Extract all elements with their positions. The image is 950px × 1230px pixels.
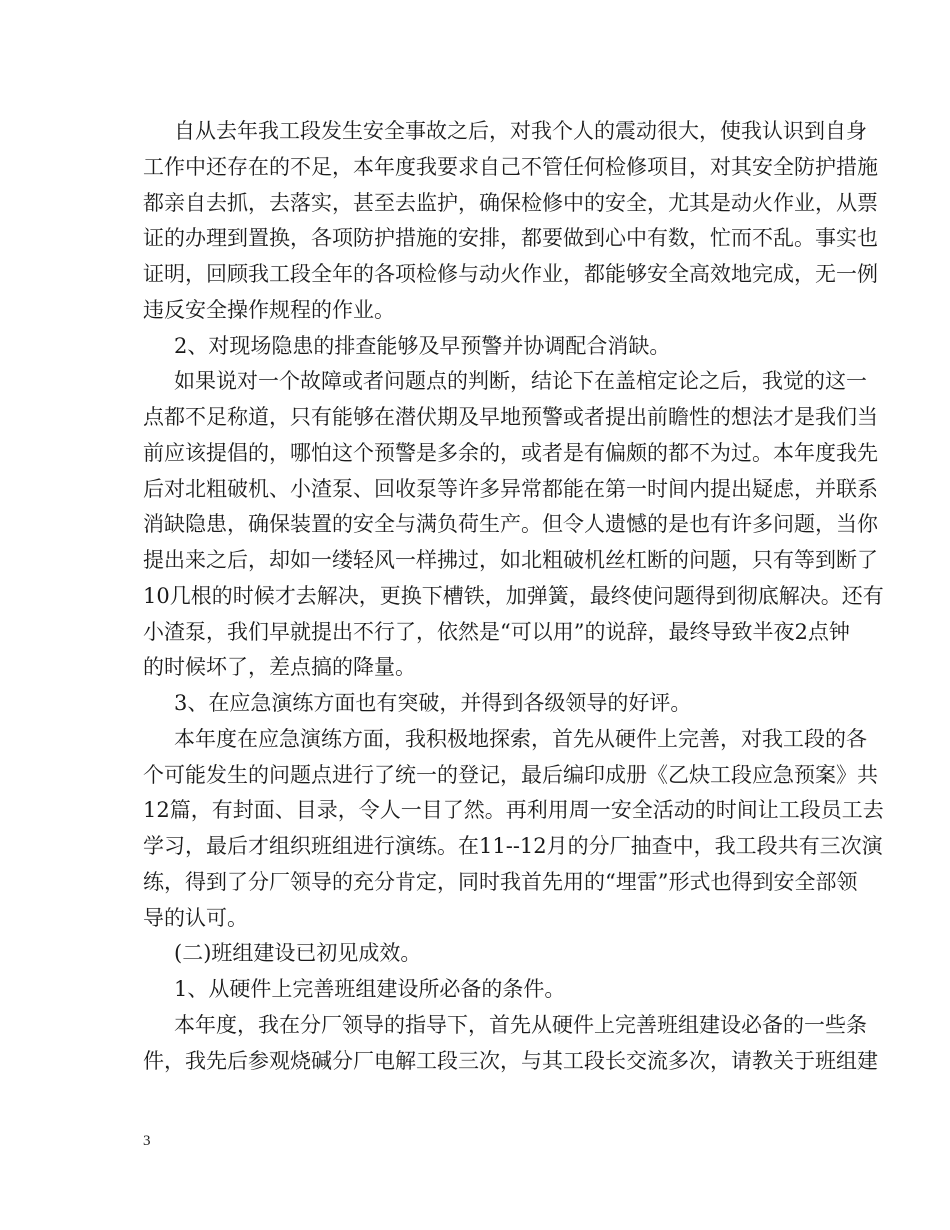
text-line: 违反安全操作规程的作业。 <box>143 297 395 322</box>
text-line: 10几根的时候才去解决，更换下槽铁，加弹簧，最终使问题得到彻底解决。还有 <box>143 583 884 608</box>
text-line: 如果说对一个故障或者问题点的判断，结论下在盖棺定论之后，我觉的这一 <box>174 369 867 394</box>
text-line: (二)班组建设已初见成效。 <box>174 941 422 966</box>
text-line: 12篇，有封面、目录，令人一目了然。再利用周一安全活动的时间让工段员工去 <box>143 798 884 823</box>
paragraph <box>143 364 884 686</box>
text-line: 消缺隐患，确保装置的安全与满负荷生产。但令人遗憾的是也有许多问题，当你 <box>143 512 878 537</box>
text-line: 工作中还存在的不足，本年度我要求自己不管任何检修项目，对其安全防护措施 <box>143 154 878 179</box>
page-number: 3 <box>143 1133 151 1149</box>
text-line: 3、在应急演练方面也有突破，并得到各级领导的好评。 <box>174 691 692 715</box>
text-line: 件，我先后参观烧碱分厂电解工段三次，与其工段长交流多次，请教关于班组建 <box>143 1048 878 1073</box>
text-line: 提出来之后，却如一缕轻风一样拂过，如北粗破机丝杠断的问题，只有等到断了 <box>143 548 878 572</box>
document-body <box>143 114 884 1079</box>
text-line: 个可能发生的问题点进行了统一的登记，最后编印成册《乙炔工段应急预案》共 <box>143 762 878 787</box>
text-line: 点都不足称道，只有能够在潜伏期及早地预警或者提出前瞻性的想法才是我们当 <box>143 405 878 429</box>
text-line: 小渣泵，我们早就提出不行了，依然是“可以用”的说辞，最终导致半夜2点钟 <box>143 619 850 644</box>
text-line: 本年度在应急演练方面，我积极地探索，首先从硬件上完善，对我工段的各 <box>174 726 867 751</box>
text-line: 前应该提倡的，哪怕这个预警是多余的，或者是有偏颇的都不为过。本年度我先 <box>143 440 878 465</box>
text-line: 练，得到了分厂领导的充分肯定，同时我首先用的“埋雷”形式也得到安全部领 <box>143 869 858 894</box>
paragraph <box>143 936 808 972</box>
paragraph <box>143 686 808 722</box>
text-line: 导的认可。 <box>143 905 248 930</box>
paragraph <box>143 972 808 1008</box>
text-line: 本年度，我在分厂领导的指导下，首先从硬件上完善班组建设必备的一些条 <box>174 1012 867 1037</box>
text-line: 的时候坏了，差点搞的降量。 <box>143 655 416 680</box>
text-line: 学习，最后才组织班组进行演练。在11--12月的分厂抽查中，我工段共有三次演 <box>143 834 883 858</box>
text-line: 后对北粗破机、小渣泵、回收泵等许多异常都能在第一时间内提出疑虑，并联系 <box>143 476 878 501</box>
paragraph <box>143 114 878 329</box>
text-line: 证的办理到置换，各项防护措施的安排，都要做到心中有数，忙而不乱。事实也 <box>143 226 878 251</box>
text-line: 2、对现场隐患的排查能够及早预警并协调配合消缺。 <box>174 333 671 358</box>
paragraph <box>143 722 884 937</box>
paragraph <box>143 1008 878 1080</box>
paragraph <box>143 329 808 365</box>
text-line: 自从去年我工段发生安全事故之后，对我个人的震动很大，使我认识到自身 <box>174 119 867 143</box>
text-line: 证明，回顾我工段全年的各项检修与动火作业，都能够安全高效地完成，无一例 <box>143 262 878 286</box>
text-line: 都亲自去抓，去落实，甚至去监护，确保检修中的安全，尤其是动火作业，从票 <box>143 190 878 215</box>
text-line: 1、从硬件上完善班组建设所必备的条件。 <box>174 977 566 1001</box>
